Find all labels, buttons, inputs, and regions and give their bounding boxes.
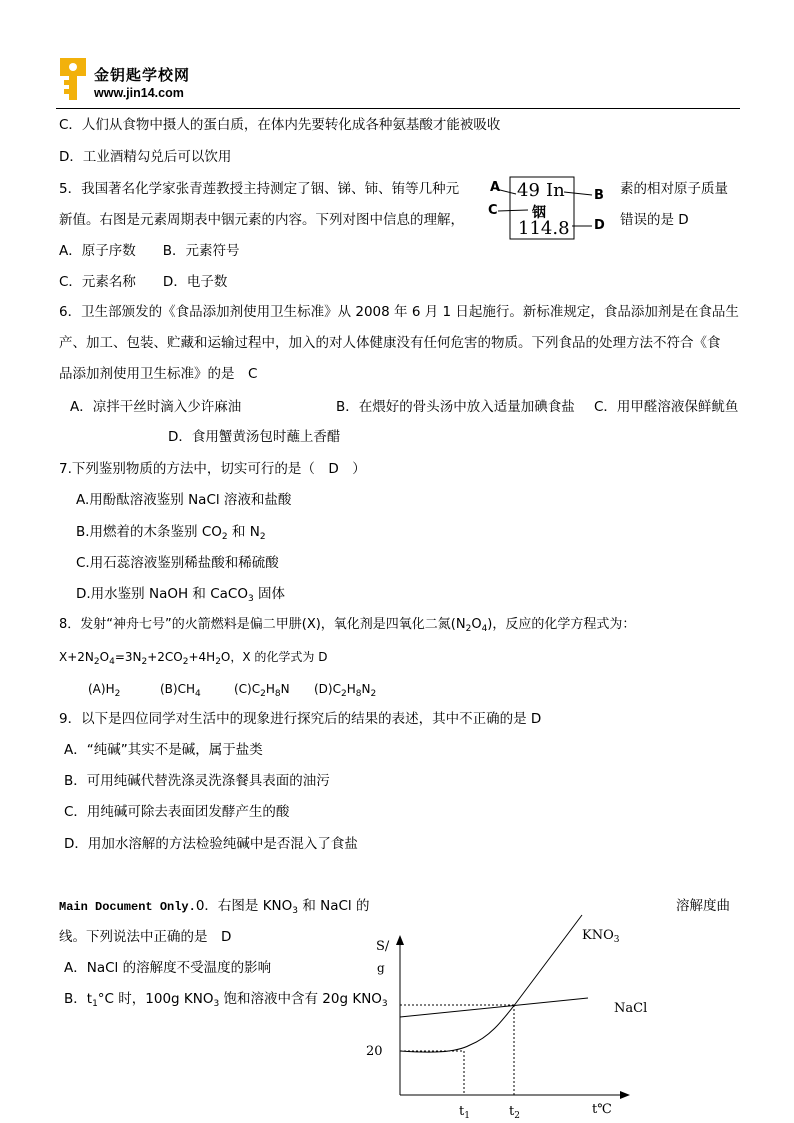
element-label-a: A	[490, 180, 501, 195]
q8-option-b: $(B)CH_4$	[160, 682, 201, 699]
q4-option-c: C．人们从食物中摄人的蛋白质，在体内先要转化成各种氨基酸才能被吸收	[59, 117, 501, 133]
q9-option-d: D．用加水溶解的方法检验纯碱中是否混入了食盐	[64, 836, 358, 852]
q6-line2: 产、加工、包装、贮藏和运输过程中，加入的对人体健康没有任何危害的物质。下列食品的处理方法不符合《食	[59, 335, 721, 351]
y-axis-label-2: g	[377, 961, 385, 975]
q10-stem-line1: Main Document Only.0．右图是 $KNO_3$ 和 NaCl 的	[59, 898, 370, 916]
q8-stem: 8．发射“神舟七号”的火箭燃料是偏二甲肼(X)，氧化剂是四氧化二氮$(N_2O_4)$，反应的化学方程式为：	[59, 617, 636, 634]
q8-option-d: $(D)C_2H_8N_2$	[314, 682, 377, 699]
q5-options-cd: C．元素名称 D．电子数	[59, 274, 228, 290]
q7-option-d: D.用水鉴别 NaOH 和 CaCO$_3$ 固体	[76, 586, 285, 604]
q6-line3: 品添加剂使用卫生标准》的是 C	[59, 366, 258, 382]
q6-option-b: B．在煨好的骨头汤中放入适量加碘食盐	[336, 399, 575, 415]
y-axis-label-1: S/	[376, 939, 390, 954]
q7-option-c: C.用石蕊溶液鉴别稀盐酸和稀硫酸	[76, 555, 279, 571]
element-symbol: In	[546, 180, 565, 201]
element-mass: 114.8	[518, 218, 570, 239]
x-tick-t1: $t_1$	[459, 1104, 470, 1121]
q6-option-c: C．用甲醛溶液保鲜鱿鱼	[594, 399, 739, 415]
element-label-c: C	[488, 203, 498, 218]
kno3-label: $KNO_3$	[582, 928, 620, 945]
q10-option-b: B．$t_1^\circ C$ 时，100g $KNO_3$ 饱和溶液中含有 20g $KNO_3$	[64, 991, 388, 1009]
element-number: 49	[517, 180, 540, 201]
x-axis-arrow	[620, 1091, 630, 1099]
q7-option-a: A.用酚酞溶液鉴别 NaCl 溶液和盐酸	[76, 492, 292, 508]
q9-option-c: C．用纯碱可除去表面团发酵产生的酸	[64, 804, 290, 820]
watermark-text: Main Document Only.	[59, 900, 196, 914]
x-tick-t2: $t_2$	[509, 1104, 520, 1121]
solubility-chart	[360, 913, 660, 1123]
q8-option-c: $(C)C_2H_8N$	[234, 682, 290, 699]
q9-option-a: A．“纯碱”其实不是碱，属于盐类	[64, 742, 263, 758]
q9-option-b: B．可用纯碱代替洗涤灵洗涤餐具表面的油污	[64, 773, 330, 789]
element-label-b: B	[594, 188, 604, 203]
y-axis-arrow	[396, 935, 404, 945]
q5-line2a: 新值。右图是元素周期表中铟元素的内容。下列对图中信息的理解，	[59, 212, 464, 228]
nacl-line	[400, 998, 588, 1017]
logo-url: www.jin14.com	[94, 86, 184, 100]
kno3-curve	[400, 915, 582, 1052]
q6-option-d: D．食用蟹黄汤包时蘸上香醋	[168, 429, 341, 445]
logo	[56, 56, 216, 106]
q10-stem-line2: 线。下列说法中正确的是 D	[59, 929, 232, 945]
q5-options-ab: A．原子序数 B．元素符号	[59, 243, 240, 259]
y-tick-20: 20	[366, 1044, 383, 1059]
q6-line1: 6．卫生部颁发的《食品添加剂使用卫生标准》从 2008 年 6 月 1 日起施行。新标准规定，食品添加剂是在食品生	[59, 304, 739, 320]
element-label-d: D	[594, 218, 605, 233]
q5-line2b: 错误的是 D	[620, 212, 689, 228]
key-icon	[56, 56, 90, 104]
header-rule	[56, 108, 740, 109]
q8-option-a: $(A)H_2$	[88, 682, 121, 699]
q10-stem-line1-end: 溶解度曲	[676, 898, 730, 914]
q8-equation: $X+2N_2O_4=3N_2+2CO_2+4H_2O$，X 的化学式为 D	[59, 650, 328, 667]
q5-line1b: 素的相对原子质量	[620, 181, 728, 197]
q7-option-b: B.用燃着的木条鉴别 $CO_2$ 和 $N_2$	[76, 524, 266, 542]
q5-line1a: 5．我国著名化学家张青莲教授主持测定了铟、锑、铈、铕等几种元	[59, 181, 460, 197]
q4-option-d: D．工业酒精勾兑后可以饮用	[59, 149, 232, 165]
logo-title: 金钥匙学校网	[94, 66, 191, 84]
q10-option-a: A．NaCl 的溶解度不受温度的影响	[64, 960, 272, 976]
q9-stem: 9．以下是四位同学对生活中的现象进行探究后的结果的表述，其中不正确的是 D	[59, 711, 542, 727]
q7-stem: 7.下列鉴别物质的方法中，切实可行的是（ D ）	[59, 461, 366, 477]
q6-option-a: A．凉拌干丝时滴入少许麻油	[70, 399, 242, 415]
x-axis-label: t℃	[592, 1102, 612, 1117]
element-name: 铟	[532, 205, 546, 221]
element-box-figure	[488, 174, 614, 242]
nacl-label: NaCl	[614, 1001, 648, 1016]
